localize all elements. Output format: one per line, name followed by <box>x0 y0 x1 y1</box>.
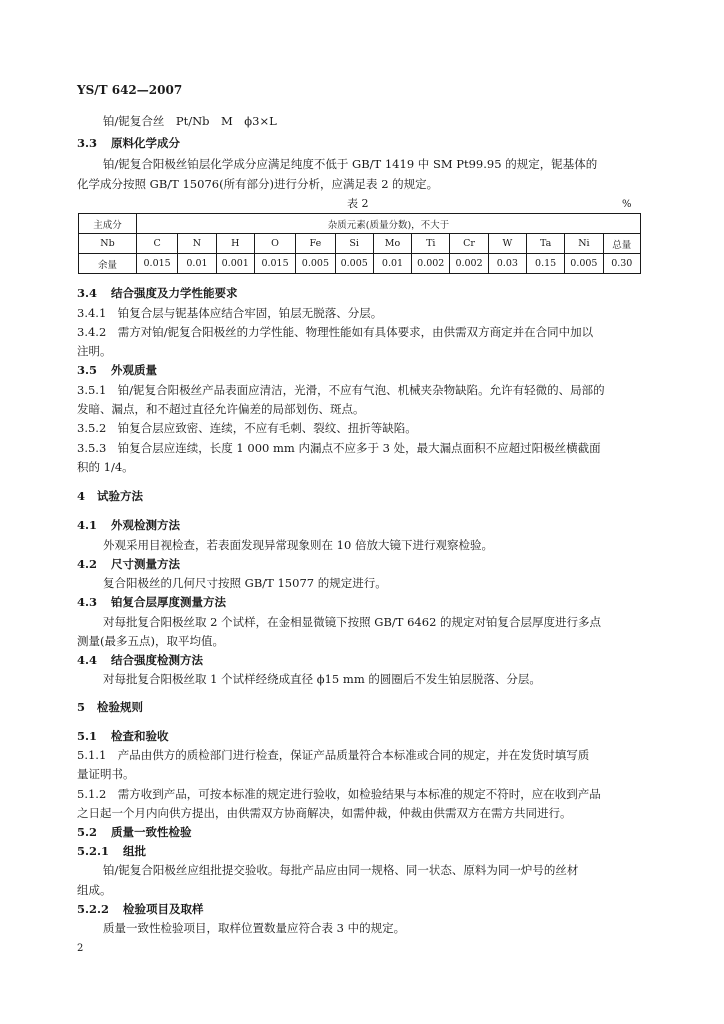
section-3-4-title: 结合强度及力学性能要求 <box>111 286 238 300</box>
section-4-4-title: 结合强度检测方法 <box>111 653 203 667</box>
table-col-header: Fe <box>296 234 335 254</box>
section-4-3-text-line2: 测量(最多五点)，取平均值。 <box>77 634 224 648</box>
section-5-2-1-text-line2: 组成。 <box>77 883 112 897</box>
section-3-5-title: 外观质量 <box>111 363 157 377</box>
section-4-2-text: 复合阳极丝的几何尺寸按照 GB/T 15077 的规定进行。 <box>103 576 387 590</box>
section-3-5-3-line1: 3.5.3 铂复合层应连续，长度 1 000 mm 内漏点不应多于 3 处，最大漏点面积不应超过阳极丝横截面 <box>77 441 601 455</box>
table-cell: 余量 <box>79 254 137 274</box>
table-2-impurities <box>78 213 641 274</box>
section-4-4-number: 4.4 <box>77 653 98 667</box>
section-3-3-text-line2: 化学成分按照 GB/T 15076(所有部分)进行分析，应满足表 2 的规定。 <box>77 177 439 191</box>
section-5-2-2-number: 5.2.2 <box>77 902 110 916</box>
section-3-5-1-line2: 发暗、漏点，和不超过直径允许偏差的局部划伤、斑点。 <box>77 402 365 416</box>
table-cell: 0.15 <box>526 254 564 274</box>
table-cell: 0.002 <box>412 254 450 274</box>
table-col-header: C <box>136 234 177 254</box>
table-col-header: Ti <box>412 234 450 254</box>
section-5-1-1-line1: 5.1.1 产品由供方的质检部门进行检查，保证产品质量符合本标准或合同的规定，并在发货时填写质 <box>77 748 590 762</box>
page-number: 2 <box>77 943 84 954</box>
table-col-header: Cr <box>450 234 488 254</box>
section-3-3-number: 3.3 <box>77 136 98 150</box>
section-4-2-number: 4.2 <box>77 557 98 571</box>
section-5-1-1-line2: 量证明书。 <box>77 767 135 781</box>
table-col-header: Ni <box>565 234 603 254</box>
table-cell: 0.03 <box>488 254 526 274</box>
table-col-header: Nb <box>79 234 137 254</box>
section-4-3-title: 铂复合层厚度测量方法 <box>111 595 226 609</box>
impurity-header: 杂质元素(质量分数)，不大于 <box>136 214 640 234</box>
section-5-1-2-line1: 5.1.2 需方收到产品，可按本标准的规定进行验收，如检验结果与本标准的规定不符时，应在收到产品 <box>77 787 601 801</box>
section-5-number: 5 <box>77 700 86 714</box>
table-cell: 0.005 <box>565 254 603 274</box>
table-cell: 0.01 <box>178 254 216 274</box>
section-5-2-1-title: 组批 <box>123 844 146 858</box>
section-3-3-title: 原料化学成分 <box>111 136 180 150</box>
table-cell: 0.30 <box>603 254 640 274</box>
section-3-5-2: 3.5.2 铂复合层应致密、连续，不应有毛刺、裂纹、扭折等缺陷。 <box>77 421 417 435</box>
table-col-header: 总量 <box>603 234 640 254</box>
section-4-title: 试验方法 <box>97 489 143 503</box>
table-cell: 0.005 <box>296 254 335 274</box>
table-cell: 0.005 <box>335 254 373 274</box>
section-4-1-title: 外观检测方法 <box>111 518 180 532</box>
document-code-header: YS/T 642—2007 <box>77 83 183 97</box>
table-2-caption: 表 2 <box>347 197 369 210</box>
table-cell: 0.015 <box>136 254 177 274</box>
section-5-1-2-line2: 之日起一个月内向供方提出，由供需双方协商解决，如需仲裁，仲裁由供需双方在需方共同进行。 <box>77 806 572 820</box>
table-2-unit: % <box>622 199 632 210</box>
section-5-title: 检验规则 <box>97 700 143 714</box>
section-5-2-1-number: 5.2.1 <box>77 844 110 858</box>
section-4-number: 4 <box>77 489 86 503</box>
table-col-header: H <box>216 234 254 254</box>
section-5-2-2-title: 检验项目及取样 <box>123 902 204 916</box>
section-3-5-number: 3.5 <box>77 363 98 377</box>
section-4-1-text: 外观采用目视检查，若表面发现异常现象则在 10 倍放大镜下进行观察检验。 <box>103 538 493 552</box>
table-col-header: N <box>178 234 216 254</box>
table-col-header: Ta <box>526 234 564 254</box>
table-value-row <box>79 254 641 274</box>
table-cell: 0.001 <box>216 254 254 274</box>
section-3-4-2-line1: 3.4.2 需方对铂/铌复合阳极丝的力学性能、物理性能如有具体要求，由供需双方商定并在合同中加以 <box>77 325 594 339</box>
section-5-2-2-text: 质量一致性检验项目，取样位置数量应符合表 3 中的规定。 <box>103 921 406 935</box>
section-3-4-1: 3.4.1 铂复合层与铌基体应结合牢固，铂层无脱落、分层。 <box>77 306 383 320</box>
section-5-1-title: 检查和验收 <box>111 729 169 743</box>
section-3-5-3-line2: 积的 1/4。 <box>77 460 134 474</box>
section-5-2-number: 5.2 <box>77 825 98 839</box>
section-5-2-1-text-line1: 铂/铌复合阳极丝应组批提交验收。每批产品应由同一规格、同一状态、原料为同一炉号的丝材 <box>103 863 579 877</box>
section-3-4-2-line2: 注明。 <box>77 344 112 358</box>
table-col-header: W <box>488 234 526 254</box>
section-3-5-1-line1: 3.5.1 铂/铌复合阳极丝产品表面应清洁，光滑，不应有气泡、机械夹杂物缺陷。允许有轻微的、局部的 <box>77 383 605 397</box>
section-4-4-text: 对每批复合阳极丝取 1 个试样经绕成直径 ϕ15 mm 的圆圈后不发生铂层脱落、分层。 <box>103 672 541 686</box>
section-3-4-number: 3.4 <box>77 286 98 300</box>
table-col-header: Mo <box>373 234 411 254</box>
table-cell: 0.002 <box>450 254 488 274</box>
example-designation: 铂/铌复合丝 Pt/Nb M ϕ3×L <box>103 114 277 128</box>
section-4-1-number: 4.1 <box>77 518 98 532</box>
table-col-header: Si <box>335 234 373 254</box>
section-4-2-title: 尺寸测量方法 <box>111 557 180 571</box>
section-5-1-number: 5.1 <box>77 729 98 743</box>
table-cell: 0.01 <box>373 254 411 274</box>
table-element-row <box>79 234 641 254</box>
table-header-row-1 <box>79 214 641 234</box>
table-col-header: O <box>254 234 295 254</box>
section-4-3-text-line1: 对每批复合阳极丝取 2 个试样，在金相显微镜下按照 GB/T 6462 的规定对铂复合层厚度进行多点 <box>103 615 602 629</box>
section-3-3-text-line1: 铂/铌复合阳极丝铂层化学成分应满足纯度不低于 GB/T 1419 中 SM Pt99.95 的规定，铌基体的 <box>103 157 598 171</box>
section-5-2-title: 质量一致性检验 <box>111 825 192 839</box>
main-component-header: 主成分 <box>79 214 137 234</box>
section-4-3-number: 4.3 <box>77 595 98 609</box>
table-cell: 0.015 <box>254 254 295 274</box>
